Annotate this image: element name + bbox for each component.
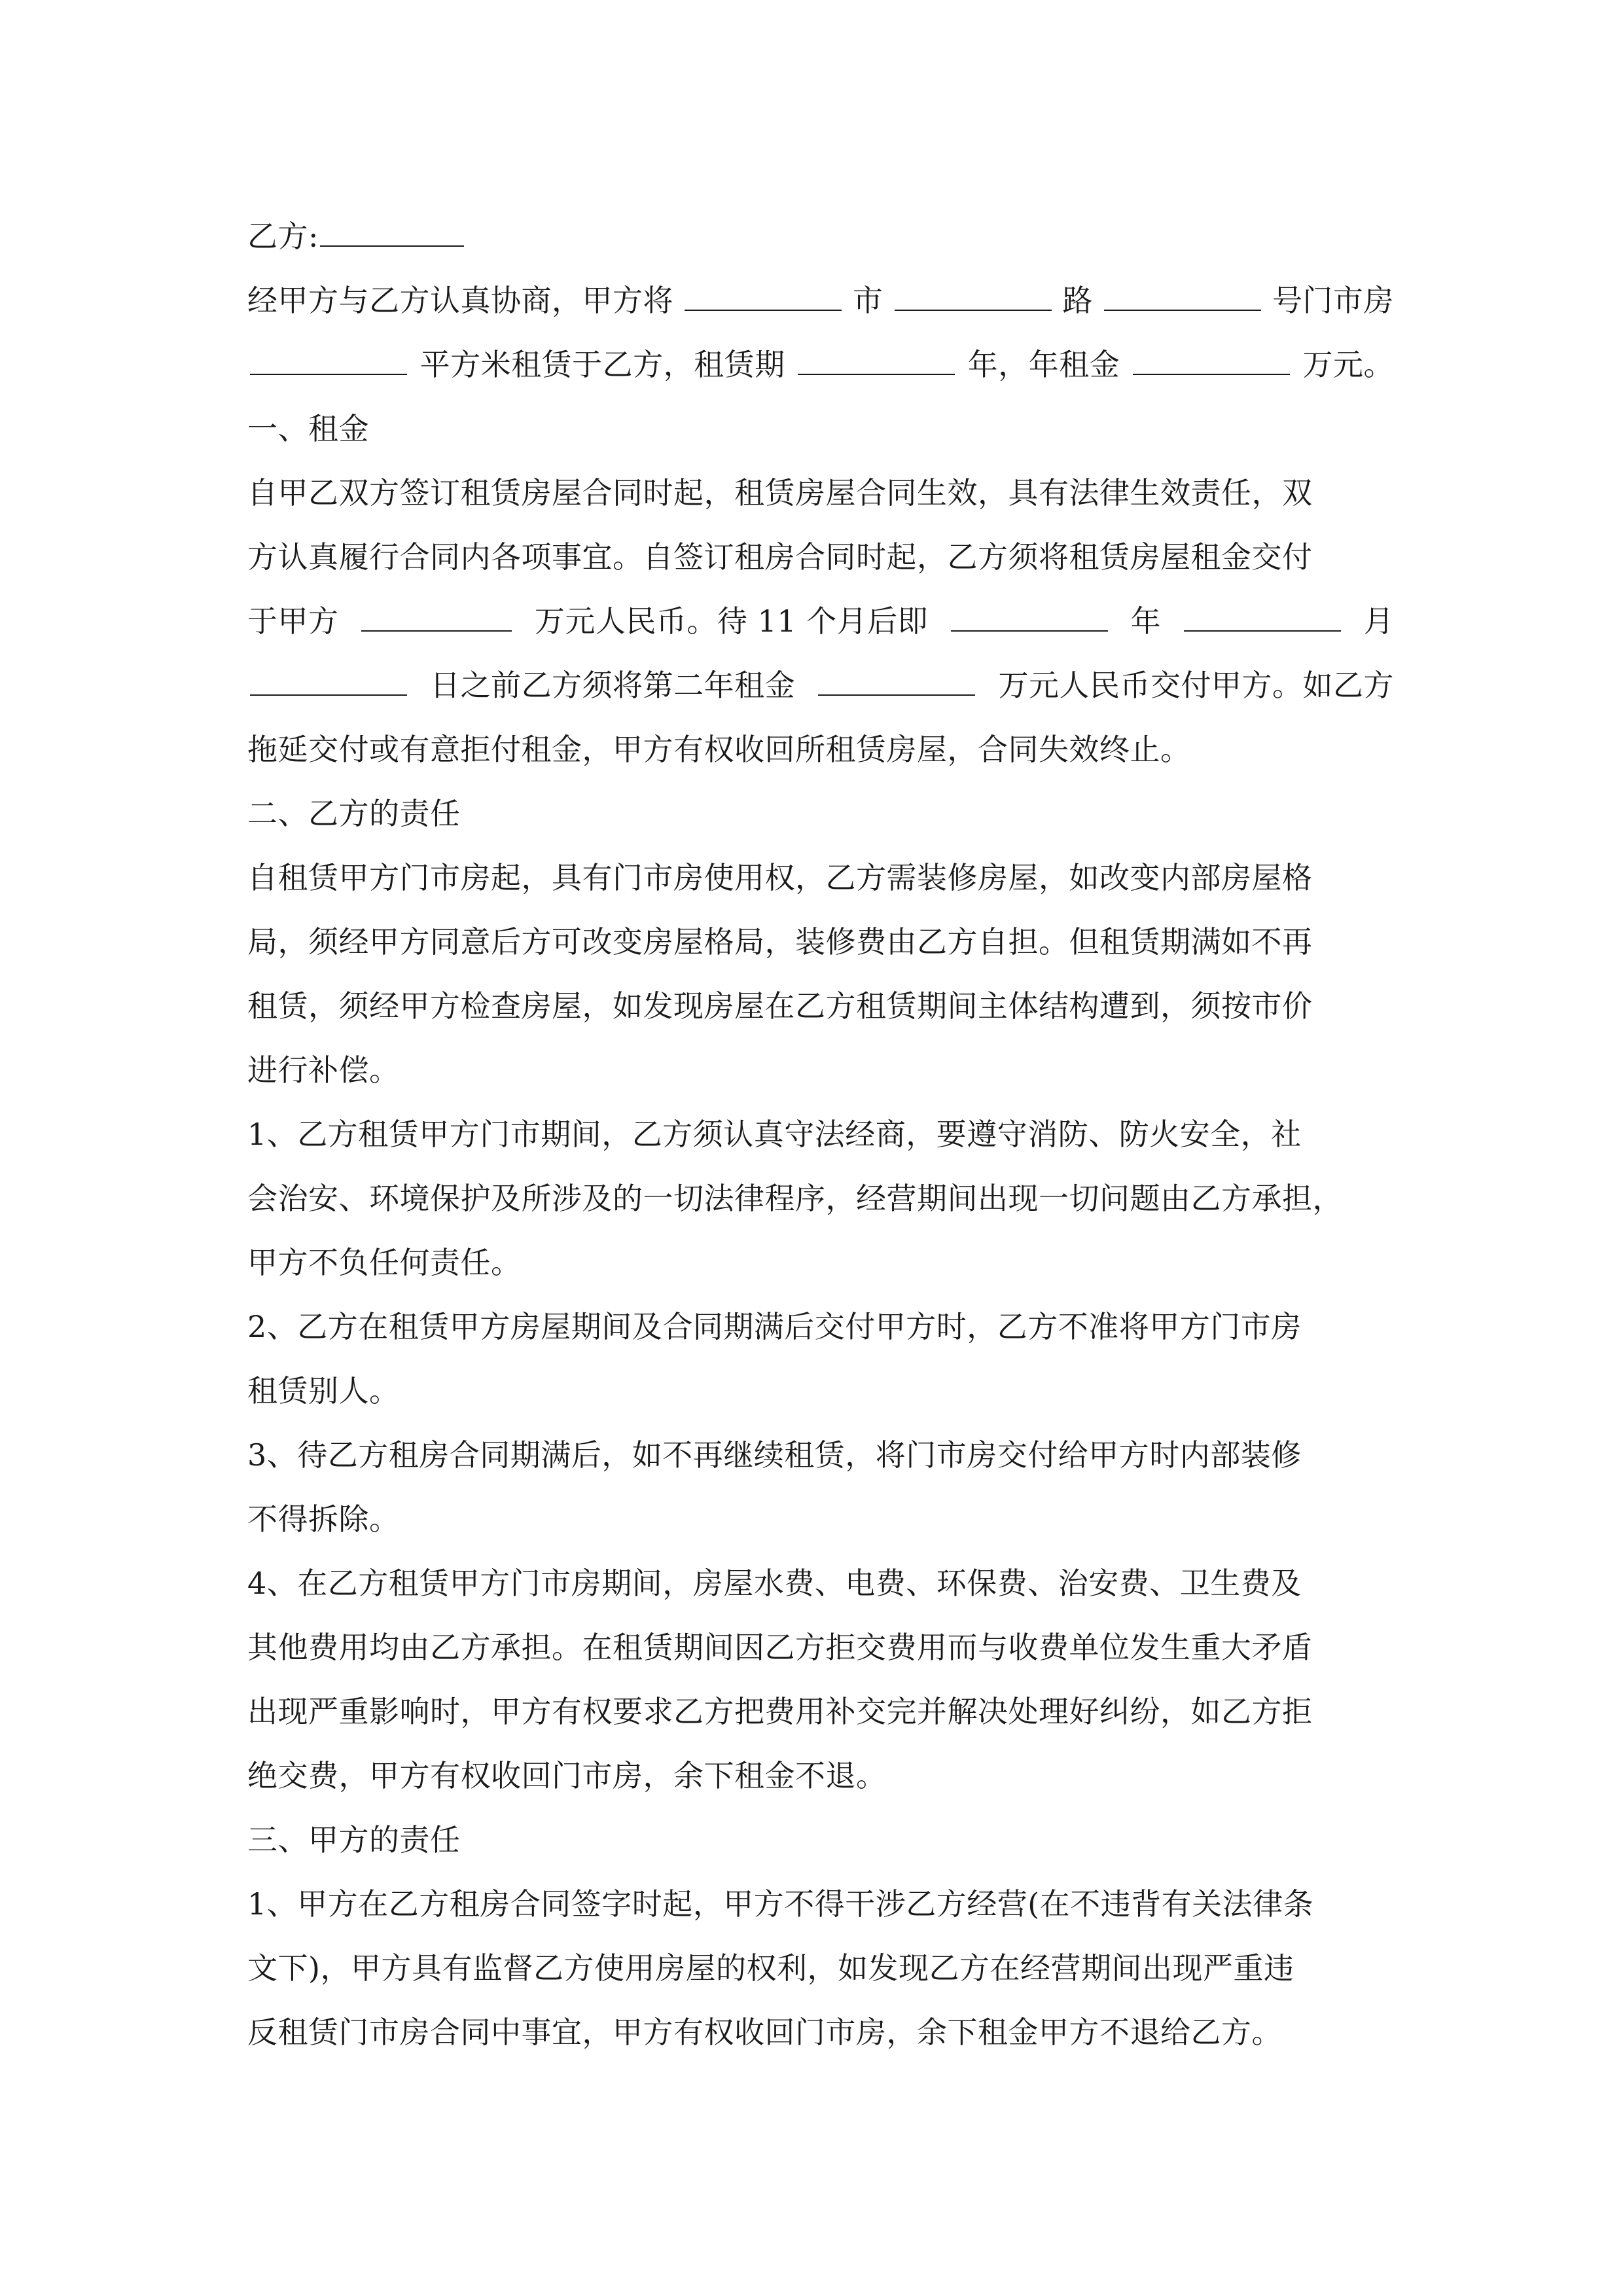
intro-line-2 bbox=[247, 332, 1394, 397]
area-blank bbox=[250, 350, 407, 375]
intro-line-1 bbox=[247, 268, 1394, 332]
list-item-line: 2、乙方在租赁甲方房屋期间及合同期满后交付甲方时，乙方不准将甲方门市房 bbox=[247, 1309, 1302, 1344]
month-blank bbox=[1184, 607, 1341, 632]
term-blank bbox=[798, 350, 955, 375]
paragraph-line: 自甲乙双方签订租赁房屋合同时起，租赁房屋合同生效，具有法律生效责任，双 bbox=[247, 475, 1313, 511]
section-heading: 二、乙方的责任 bbox=[247, 796, 461, 831]
intro-text: 年，年租金 bbox=[967, 347, 1120, 382]
party-b-label: 乙方: bbox=[247, 219, 319, 254]
paragraph-line: 进行补偿。 bbox=[247, 1052, 400, 1088]
paragraph-line: 拖延交付或有意拒付租金，甲方有权收回所租赁房屋，合同失效终止。 bbox=[247, 732, 1191, 767]
list-item-line: 4、在乙方租赁甲方门市房期间，房屋水费、电费、环保费、治安费、卫生费及 bbox=[247, 1566, 1302, 1601]
list-item-line: 反租赁门市房合同中事宜，甲方有权收回门市房，余下租金甲方不退给乙方。 bbox=[247, 2015, 1282, 2050]
rent-line-3 bbox=[247, 589, 1394, 653]
first-payment-blank bbox=[361, 607, 512, 632]
section-heading: 一、租金 bbox=[247, 411, 369, 446]
list-item-line: 甲方不负任何责任。 bbox=[247, 1245, 522, 1280]
list-item-line: 文下)，甲方具有监督乙方使用房屋的权利，如发现乙方在经营期间出现严重违 bbox=[247, 1950, 1294, 1986]
rent-blank bbox=[1133, 350, 1290, 375]
second-year-rent-blank bbox=[818, 671, 975, 696]
party-b-line bbox=[247, 204, 1394, 268]
list-item-line: 会治安、环境保护及所涉及的一切法律程序，经营期间出现一切问题由乙方承担， bbox=[247, 1181, 1343, 1216]
intro-text: 万元。 bbox=[1302, 347, 1394, 382]
section-heading: 三、甲方的责任 bbox=[247, 1822, 461, 1857]
rent-text: 万元人民币交付甲方。如乙方 bbox=[998, 668, 1394, 703]
list-item-line: 其他费用均由乙方承担。在租赁期间因乙方拒交费用而与收费单位发生重大矛盾 bbox=[247, 1630, 1313, 1665]
list-item-line: 租赁别人。 bbox=[247, 1373, 400, 1408]
year-blank bbox=[951, 607, 1108, 632]
list-item-line: 1、甲方在乙方租房合同签字时起，甲方不得干涉乙方经营(在不违背有关法律条 bbox=[247, 1886, 1314, 1922]
list-item-line: 绝交费，甲方有权收回门市房，余下租金不退。 bbox=[247, 1758, 887, 1793]
rent-text: 月 bbox=[1363, 603, 1394, 639]
paragraph-line: 方认真履行合同内各项事宜。自签订租房合同时起，乙方须将租赁房屋租金交付 bbox=[247, 539, 1313, 575]
number-blank bbox=[1104, 286, 1261, 311]
intro-text: 号门市房 bbox=[1272, 283, 1394, 318]
paragraph-line: 自租赁甲方门市房起，具有门市房使用权，乙方需装修房屋，如改变内部房屋格 bbox=[247, 860, 1313, 895]
rent-text: 年 bbox=[1130, 603, 1162, 639]
rent-line-4 bbox=[247, 653, 1394, 717]
list-item-line: 出现严重影响时，甲方有权要求乙方把费用补交完并解决处理好纠纷，如乙方拒 bbox=[247, 1694, 1313, 1729]
day-blank bbox=[250, 671, 407, 696]
list-item-line: 1、乙方租赁甲方门市期间，乙方须认真守法经商，要遵守消防、防火安全，社 bbox=[247, 1117, 1302, 1152]
road-blank bbox=[895, 286, 1052, 311]
rent-text: 日之前乙方须将第二年租金 bbox=[430, 668, 796, 703]
list-item-line: 不得拆除。 bbox=[247, 1501, 400, 1537]
party-b-blank bbox=[320, 222, 464, 247]
rent-text: 万元人民币。待 11 个月后即 bbox=[534, 603, 929, 639]
paragraph-line: 租赁，须经甲方检查房屋，如发现房屋在乙方租赁期间主体结构遭到，须按市价 bbox=[247, 988, 1313, 1024]
list-item-line: 3、待乙方租房合同期满后，如不再继续租赁，将门市房交付给甲方时内部装修 bbox=[247, 1437, 1302, 1473]
paragraph-line: 局，须经甲方同意后方可改变房屋格局，装修费由乙方自担。但租赁期满如不再 bbox=[247, 924, 1313, 960]
intro-text: 经甲方与乙方认真协商，甲方将 bbox=[247, 283, 673, 318]
city-blank bbox=[685, 286, 842, 311]
rent-text: 于甲方 bbox=[247, 603, 339, 639]
contract-body bbox=[247, 204, 1394, 2064]
intro-text: 市 bbox=[853, 283, 883, 318]
intro-text: 平方米租赁于乙方，租赁期 bbox=[419, 347, 785, 382]
intro-text: 路 bbox=[1062, 283, 1093, 318]
